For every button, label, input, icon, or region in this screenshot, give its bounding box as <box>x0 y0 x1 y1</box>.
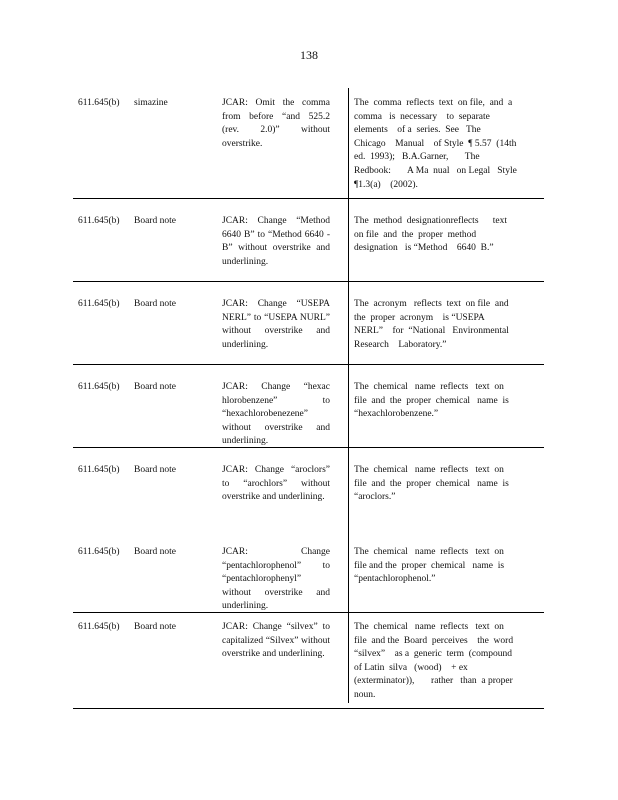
changes-table <box>73 88 544 709</box>
change-cell: JCAR: Omit the comma from before “and 525.2 (rev. 2.0)” without overstrike. <box>222 98 330 149</box>
reason-line: “aroclors.” <box>354 492 396 503</box>
table-row <box>73 282 544 365</box>
table-row <box>73 613 544 708</box>
change-cell: JCAR: Change “USEPA NERL” to “USEPA NURL” without overstrike and underlining. <box>222 299 330 350</box>
table-row <box>73 530 544 613</box>
reason-cell <box>354 381 536 422</box>
reason-line: The method designationreflects text <box>354 216 508 226</box>
table-row <box>73 365 544 448</box>
reason-line: Chicago Manual of Style ¶ 5.57 (14th <box>354 138 517 149</box>
section-cell: 611.645(b) <box>78 216 120 226</box>
reason-line: of Latin silva (wood) + ex <box>354 662 468 673</box>
change-cell: JCAR: Change “silvex” to capitalized “Silvex” without overstrike and underlining. <box>222 622 330 660</box>
reason-line: the proper acronym is “USEPA <box>354 312 485 323</box>
reason-line: The acronym reflects text on file and <box>354 299 509 309</box>
reason-line: “pentachlorophenol.” <box>354 574 436 585</box>
subject-cell: Board note <box>134 465 176 475</box>
section-cell: 611.645(b) <box>78 465 120 475</box>
reason-cell <box>354 215 536 256</box>
reason-cell <box>354 464 536 505</box>
reason-line: on file and the proper method <box>354 229 477 240</box>
reason-line: “hexachlorobenzene.” <box>354 409 439 420</box>
reason-line: The chemical name reflects text on <box>354 382 504 392</box>
reason-line: designation is “Method 6640 B.” <box>354 243 494 254</box>
reason-line: ¶1.3(a) (2002). <box>354 179 418 190</box>
reason-line: The chemical name reflects text on <box>354 465 504 475</box>
column-divider <box>348 88 349 703</box>
subject-cell: Board note <box>134 382 176 392</box>
section-cell: 611.645(b) <box>78 382 120 392</box>
reason-cell <box>354 298 536 352</box>
reason-line: NERL” for “National Environmental <box>354 326 509 337</box>
change-cell: JCAR: Change “pentachlorophenol” to “pentachlorophenyl” without overstrike and underlining. <box>222 547 330 612</box>
reason-line: comma is necessary to separate <box>354 111 490 122</box>
subject-cell: Board note <box>134 216 176 226</box>
section-cell: 611.645(b) <box>78 299 120 309</box>
reason-line: “silvex” as a generic term (compound <box>354 649 513 660</box>
reason-line: The chemical name reflects text on <box>354 622 504 632</box>
subject-cell: Board note <box>134 547 176 557</box>
page-number: 138 <box>300 48 318 62</box>
subject-cell: simazine <box>134 98 168 108</box>
reason-cell <box>354 97 536 192</box>
change-cell: JCAR: Change “hexac hlorobenzene” to “hexachlorobenezene” without overstrike and underlining. <box>222 382 330 447</box>
reason-line: file and the proper chemical name is <box>354 560 505 571</box>
table-row <box>73 88 544 199</box>
reason-line: The chemical name reflects text on <box>354 547 504 557</box>
reason-line: Research Laboratory.” <box>354 339 447 350</box>
reason-line: file and the Board perceives the word <box>354 635 514 646</box>
reason-line: file and the proper chemical name is <box>354 395 509 406</box>
reason-line: file and the proper chemical name is <box>354 478 509 489</box>
table-row <box>73 448 544 530</box>
section-cell: 611.645(b) <box>78 547 120 557</box>
table-row <box>73 199 544 282</box>
subject-cell: Board note <box>134 622 176 632</box>
reason-line: noun. <box>354 689 376 700</box>
section-cell: 611.645(b) <box>78 98 120 108</box>
change-cell: JCAR: Change “aroclors” to “arochlors” without overstrike and underlining. <box>222 465 330 503</box>
reason-line: ed. 1993); B.A.Garner, The <box>354 152 480 163</box>
reason-line: The comma reflects text on file, and a <box>354 98 513 108</box>
reason-cell <box>354 546 536 587</box>
reason-line: Redbook: A Ma nual on Legal Style <box>354 165 517 176</box>
change-cell: JCAR: Change “Method 6640 B” to “Method 6640 -B” without overstrike and underlining. <box>222 216 330 267</box>
subject-cell: Board note <box>134 299 176 309</box>
reason-cell <box>354 621 536 703</box>
reason-line: (exterminator)), rather than a proper <box>354 676 513 687</box>
reason-line: elements of a series. See The <box>354 125 481 136</box>
section-cell: 611.645(b) <box>78 622 120 632</box>
